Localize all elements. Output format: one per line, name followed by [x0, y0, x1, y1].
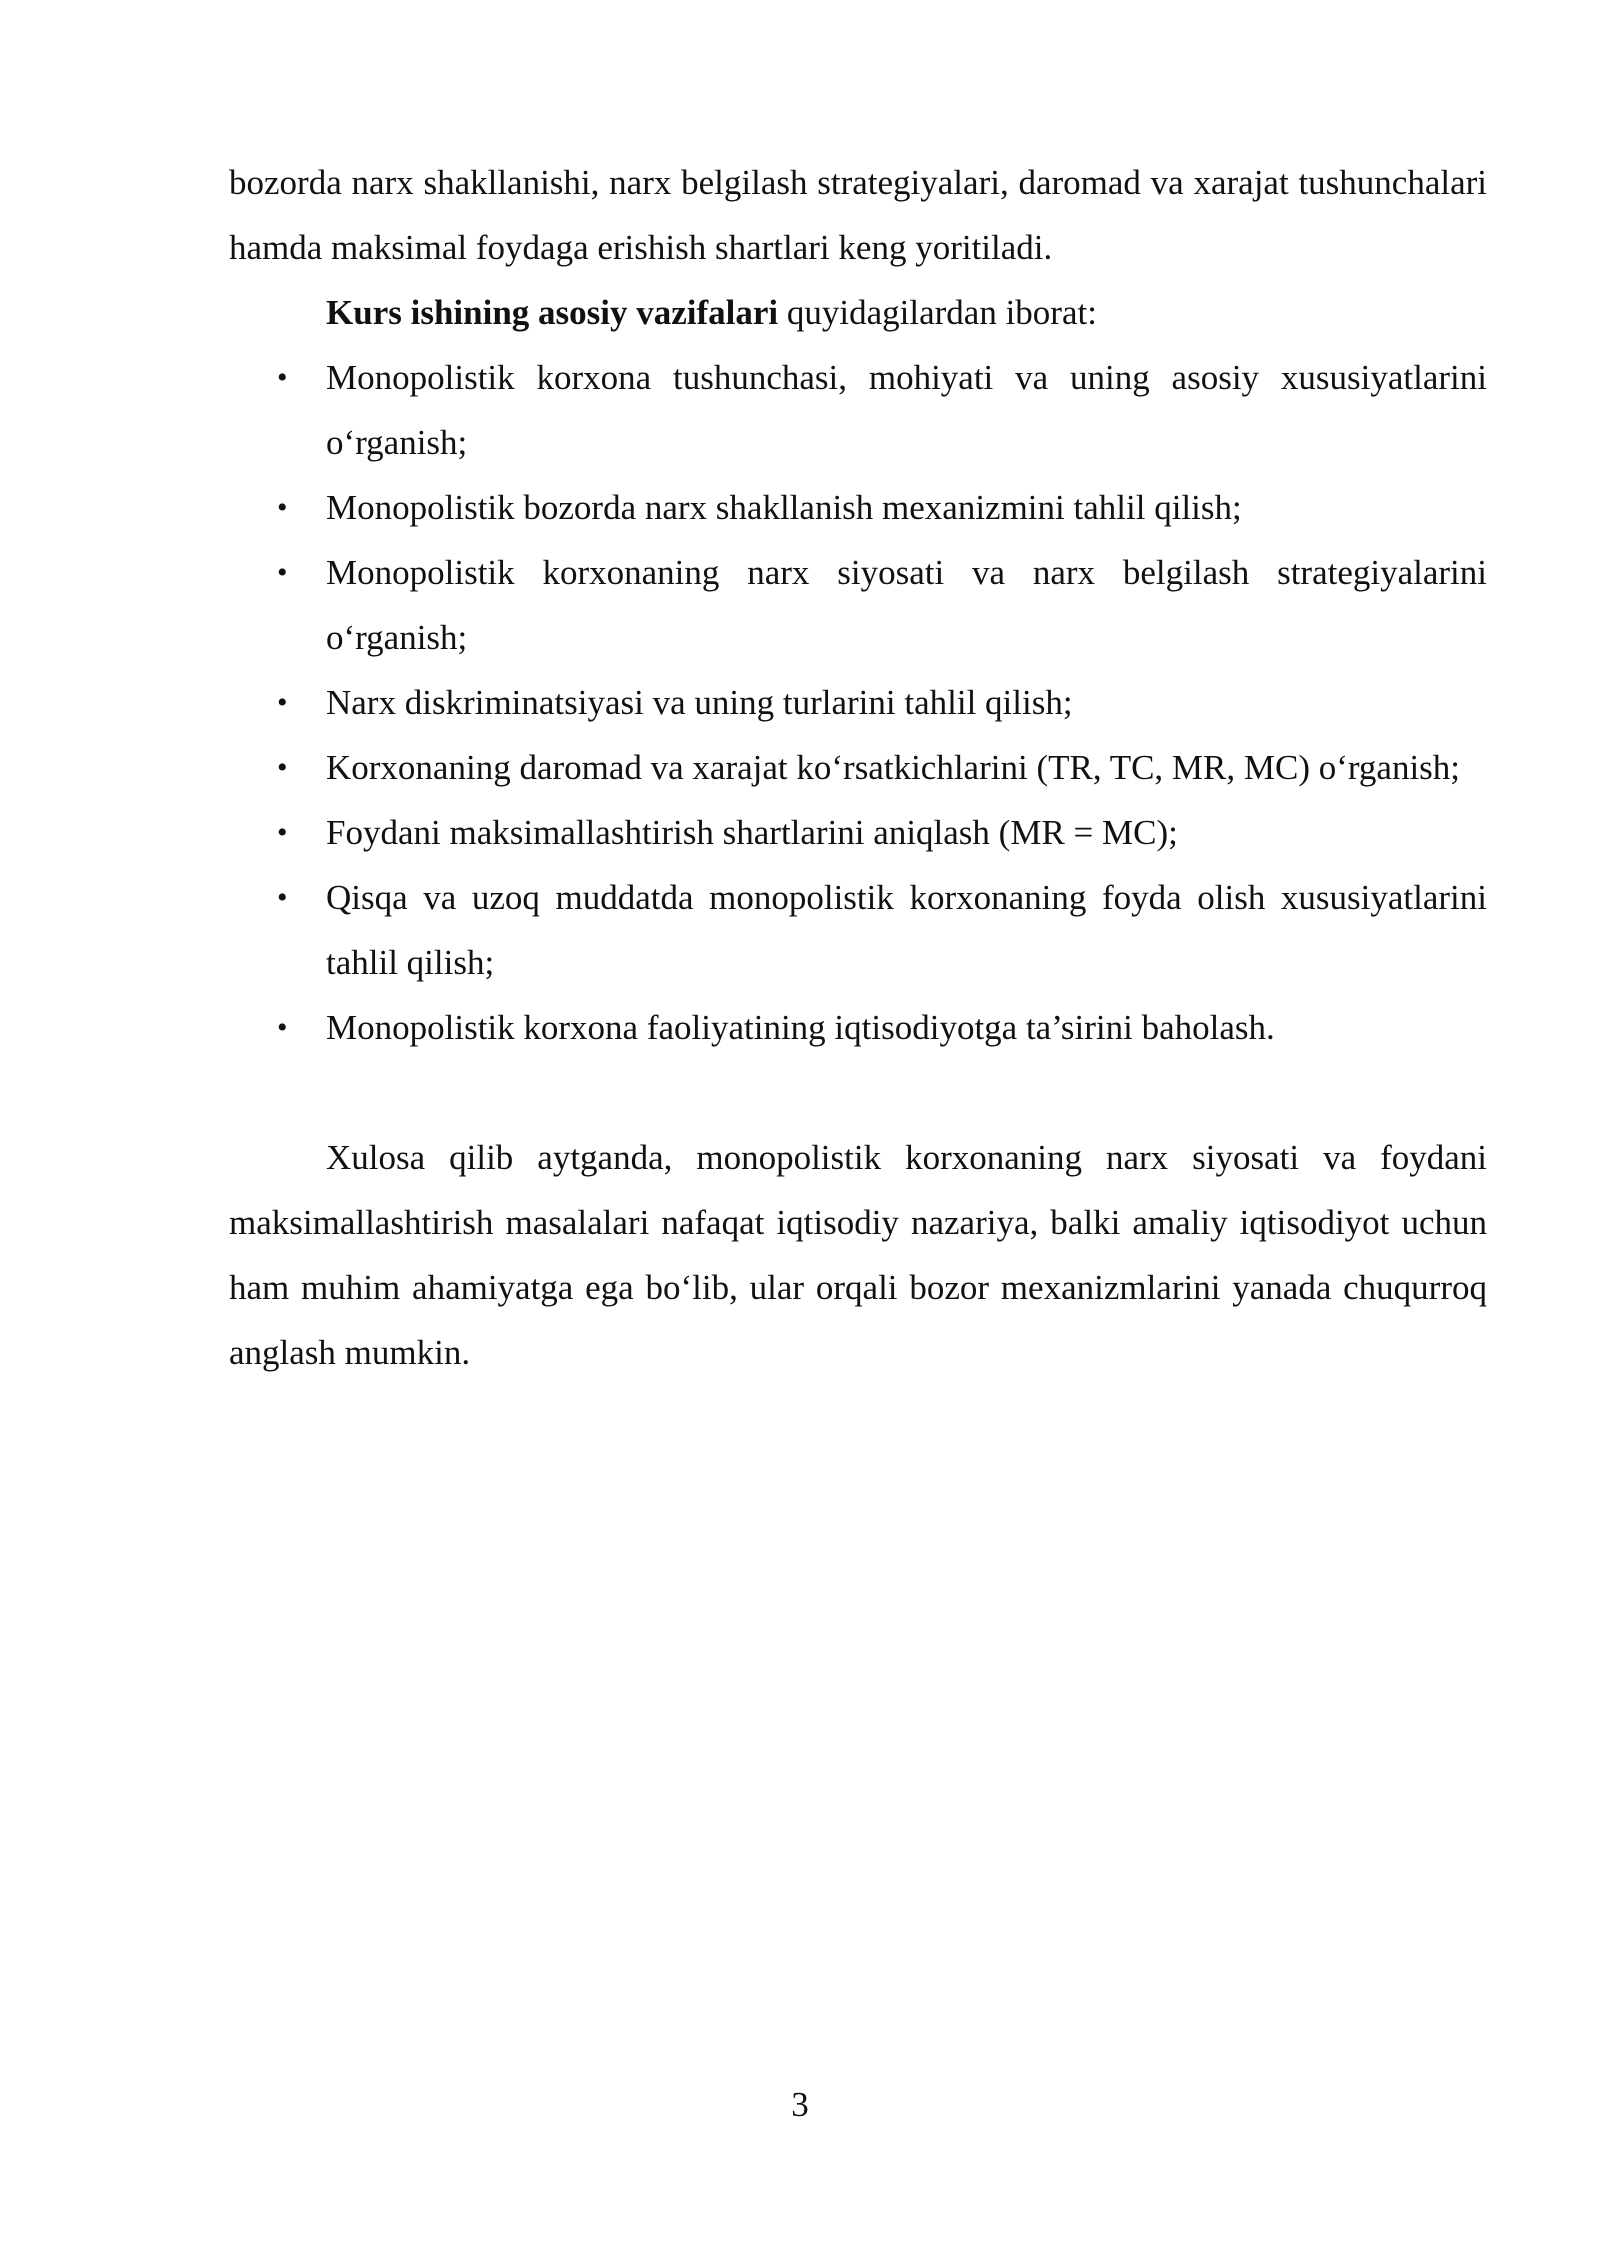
- page-number: 3: [791, 2085, 809, 2124]
- list-item: [229, 345, 1487, 475]
- task-text: Foydani maksimallashtirish shartlarini aniqlash (MR = MC);: [326, 813, 1178, 852]
- task-text: Qisqa va uzoq muddatda monopolistik korxonaning foyda olish xususiyatlarini tahlil qilish;: [326, 878, 1487, 982]
- tasks-list: [229, 345, 1487, 1060]
- bullet-icon: •: [277, 686, 288, 719]
- list-item: [229, 735, 1487, 800]
- bullet-icon: •: [277, 816, 288, 849]
- task-text: Narx diskriminatsiyasi va uning turlarini tahlil qilish;: [326, 683, 1073, 722]
- task-text: Monopolistik korxona faoliyatining iqtisodiyotga ta’sirini baholash.: [326, 1008, 1275, 1047]
- conclusion-paragraph: Xulosa qilib aytganda, monopolistik korxonaning narx siyosati va foydani maksimallashtirish masalalari nafaqat iqtisodiy nazariya, balki amaliy iqtisodiyot uchun ham muhim ahamiyatga ega bo‘lib, ular orqali bozor mexanizmlarini yanada chuqurroq anglash mumkin.: [229, 1138, 1487, 1372]
- task-text: Monopolistik bozorda narx shakllanish mexanizmini tahlil qilish;: [326, 488, 1242, 527]
- paragraph-spacer: [229, 1060, 1487, 1125]
- list-item: [229, 865, 1487, 995]
- bullet-icon: •: [277, 556, 288, 589]
- tasks-heading-bold: Kurs ishining asosiy vazifalari: [326, 293, 779, 332]
- bullet-icon: •: [277, 1011, 288, 1044]
- tasks-heading-rest: quyidagilardan iborat:: [778, 293, 1097, 332]
- bullet-icon: •: [277, 751, 288, 784]
- bullet-icon: •: [277, 491, 288, 524]
- tasks-heading: [229, 280, 1487, 345]
- task-text: Monopolistik korxonaning narx siyosati va narx belgilash strategiyalarini o‘rganish;: [326, 553, 1487, 657]
- page-body: [229, 150, 1487, 1385]
- list-item: [229, 540, 1487, 670]
- list-item: [229, 995, 1487, 1060]
- bullet-icon: •: [277, 881, 288, 914]
- intro-paragraph: bozorda narx shakllanishi, narx belgilash strategiyalari, daromad va xarajat tushunchalari hamda maksimal foydaga erishish shartlari keng yoritiladi.: [229, 163, 1487, 267]
- task-text: Korxonaning daromad va xarajat ko‘rsatkichlarini (TR, TC, MR, MC) o‘rganish;: [326, 748, 1461, 787]
- list-item: [229, 800, 1487, 865]
- list-item: [229, 670, 1487, 735]
- task-text: Monopolistik korxona tushunchasi, mohiyati va uning asosiy xususiyatlarini o‘rganish;: [326, 358, 1487, 462]
- list-item: [229, 475, 1487, 540]
- bullet-icon: •: [277, 361, 288, 394]
